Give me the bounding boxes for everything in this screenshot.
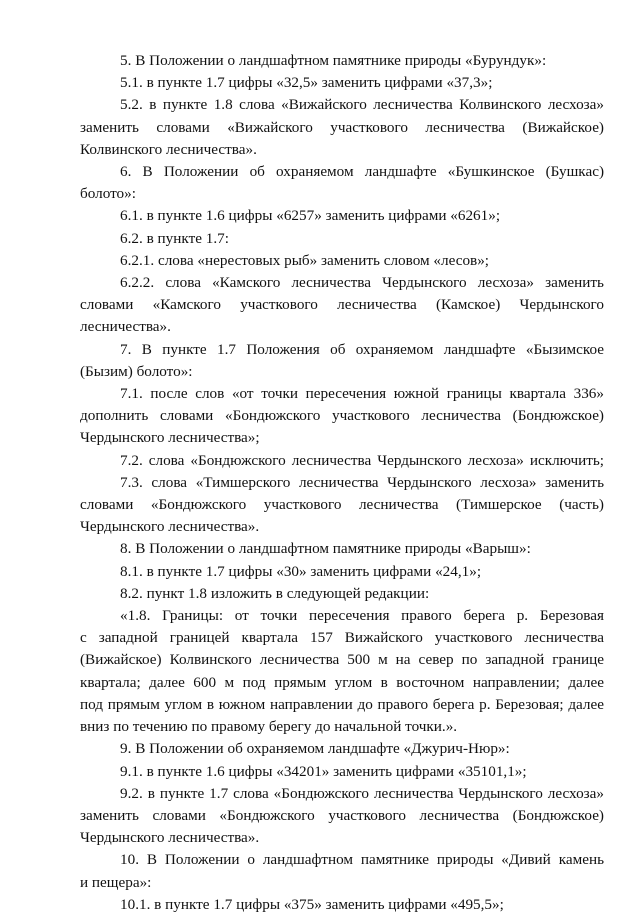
text-line: дополнить словами «Бондюжского участкового лесничества (Бондюжское): [80, 407, 604, 425]
text-line: 9.1. в пункте 1.6 цифры «34201» заменить цифрами «35101,1»;: [120, 762, 527, 780]
text-line: с западной границей квартала 157 Вижайского участкового лесничества: [80, 629, 604, 647]
text-line: «1.8. Границы: от точки пересечения правого берега р. Березовая: [120, 607, 604, 625]
text-line: 5.1. в пункте 1.7 цифры «32,5» заменить цифрами «37,3»;: [120, 74, 493, 92]
text-line: под прямым углом в южном направлении до правого берега р. Березовая; далее: [80, 695, 604, 713]
text-line: 8.1. в пункте 1.7 цифры «30» заменить цифрами «24,1»;: [120, 562, 482, 580]
text-line: 6. В Положении об охраняемом ландшафте «Бушкинское (Бушкас): [120, 163, 604, 181]
text-line: 6.2. в пункте 1.7:: [120, 229, 229, 247]
text-line: (Вижайское) Колвинского лесничества 500 м на север по западной границе: [80, 651, 604, 669]
text-line: Чердынского лесничества».: [80, 829, 260, 847]
text-line: (Бызим) болото»:: [80, 362, 193, 380]
text-line: Чердынского лесничества»;: [80, 429, 260, 447]
text-line: 6.2.2. слова «Камского лесничества Чердынского лесхоза» заменить: [120, 274, 604, 292]
text-line: лесничества».: [80, 318, 171, 336]
text-line: 7.2. слова «Бондюжского лесничества Чердынского лесхоза» исключить;: [120, 451, 604, 469]
text-line: словами «Камского участкового лесничества (Камское) Чердынского: [80, 296, 604, 314]
text-line: 10. В Положении о ландшафтном памятнике природы «Дивий камень: [120, 851, 604, 869]
text-line: заменить словами «Бондюжского участкового лесничества (Бондюжское): [80, 806, 604, 824]
text-line: словами «Бондюжского участкового лесничества (Тимшерское (часть): [80, 496, 604, 514]
text-line: 9.2. в пункте 1.7 слова «Бондюжского лесничества Чердынского лесхоза»: [120, 784, 604, 802]
text-line: 6.1. в пункте 1.6 цифры «6257» заменить цифрами «6261»;: [120, 207, 501, 225]
text-line: Колвинского лесничества».: [80, 140, 257, 158]
text-line: 7.1. после слов «от точки пересечения южной границы квартала 336»: [120, 385, 604, 403]
text-line: квартала; далее 600 м под прямым углом в восточном направлении; далее: [80, 673, 604, 691]
text-line: Чердынского лесничества».: [80, 518, 260, 536]
text-line: болото»:: [80, 185, 136, 203]
text-line: 7. В пункте 1.7 Положения об охраняемом ландшафте «Бызимское: [120, 340, 604, 358]
text-line: 6.2.1. слова «нерестовых рыб» заменить словом «лесов»;: [120, 251, 490, 269]
text-line: 5. В Положении о ландшафтном памятнике природы «Бурундук»:: [120, 52, 547, 69]
text-line: 9. В Положении об охраняемом ландшафте «Джурич-Нюр»:: [120, 740, 510, 758]
text-line: 5.2. в пункте 1.8 слова «Вижайского лесничества Колвинского лесхоза»: [120, 96, 604, 114]
text-line: 8. В Положении о ландшафтном памятнике природы «Варыш»:: [120, 540, 531, 558]
text-line: 10.1. в пункте 1.7 цифры «375» заменить цифрами «495,5»;: [120, 895, 504, 913]
document-body: [80, 50, 604, 916]
text-line: 8.2. пункт 1.8 изложить в следующей редакции:: [120, 584, 430, 602]
text-line: заменить словами «Вижайского участкового лесничества (Вижайское): [80, 118, 604, 136]
text-line: и пещера»:: [80, 873, 152, 891]
text-line: вниз по течению по правому берегу до начальной точки.».: [80, 718, 458, 736]
text-line: 7.3. слова «Тимшерского лесничества Чердынского лесхоза» заменить: [120, 473, 604, 491]
